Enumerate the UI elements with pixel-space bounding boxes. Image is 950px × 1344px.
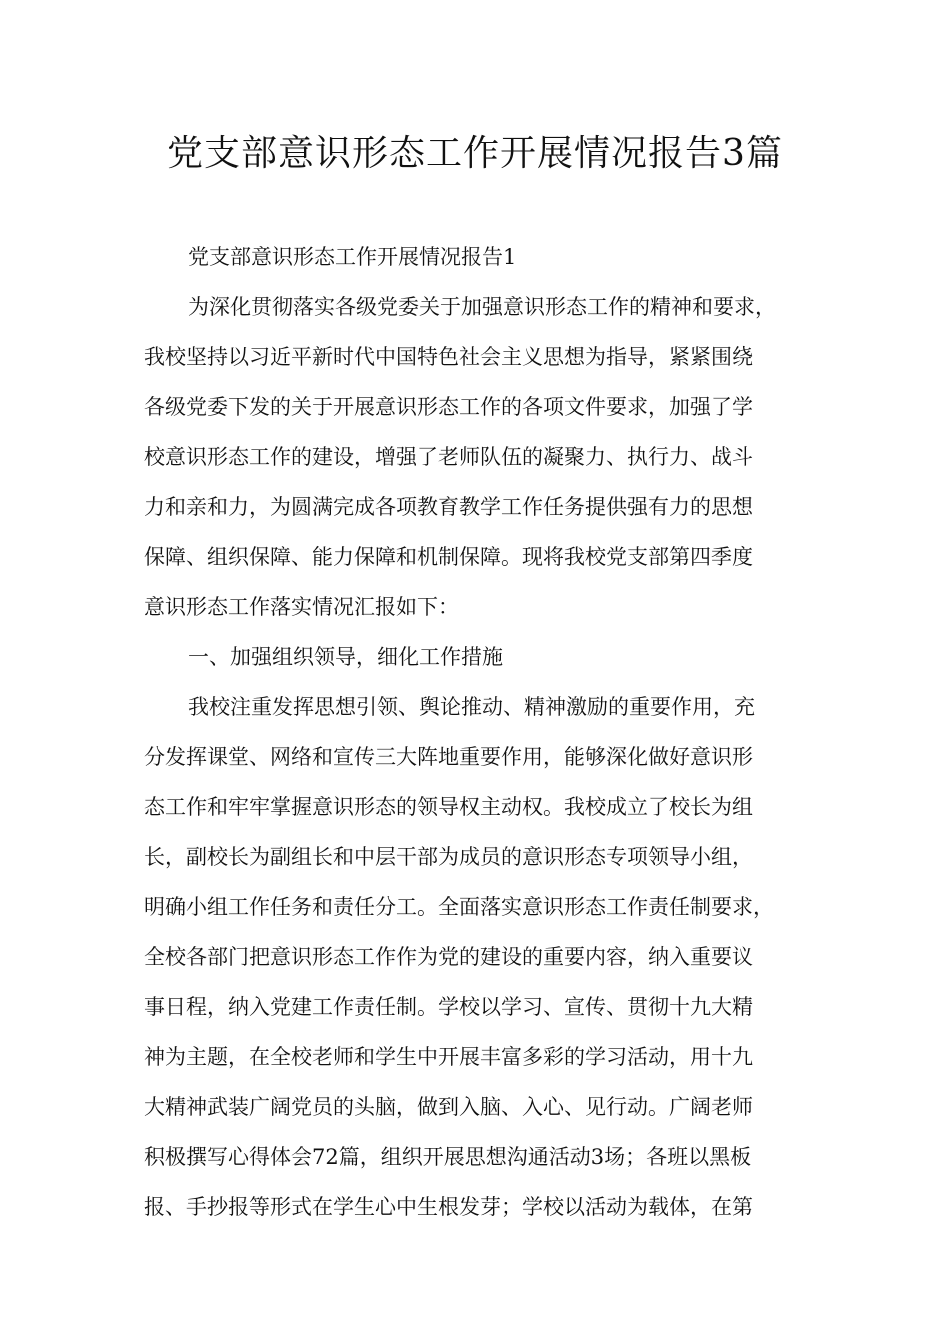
paragraph-line: 大精神武装广阔党员的头脑，做到入脑、入心、见行动。广阔老师 xyxy=(144,1095,753,1119)
paragraph-line: 我校注重发挥思想引领、舆论推动、精神激励的重要作用，充 xyxy=(188,695,755,719)
document-body xyxy=(144,232,808,1232)
paragraph-line: 积极撰写心得体会72篇，组织开展思想沟通活动3场；各班以黑板 xyxy=(144,1145,752,1169)
paragraph-line: 态工作和牢牢掌握意识形态的领导权主动权。我校成立了校长为组 xyxy=(144,795,753,819)
paragraph-line: 为深化贯彻落实各级党委关于加强意识形态工作的精神和要求， xyxy=(188,295,776,319)
paragraph-line: 神为主题，在全校老师和学生中开展丰富多彩的学习活动，用十九 xyxy=(144,1045,753,1069)
paragraph-line: 意识形态工作落实情况汇报如下： xyxy=(144,595,459,619)
document-title: 党支部意识形态工作开展情况报告3篇 xyxy=(167,133,783,174)
paragraph-line: 保障、组织保障、能力保障和机制保障。现将我校党支部第四季度 xyxy=(144,545,753,569)
section-heading: 党支部意识形态工作开展情况报告1 xyxy=(188,245,517,269)
paragraph-line: 明确小组工作任务和责任分工。全面落实意识形态工作责任制要求， xyxy=(144,895,774,919)
paragraph-line: 分发挥课堂、网络和宣传三大阵地重要作用，能够深化做好意识形 xyxy=(144,745,753,769)
paragraph-line: 长，副校长为副组长和中层干部为成员的意识形态专项领导小组， xyxy=(144,845,753,869)
paragraph-line: 各级党委下发的关于开展意识形态工作的各项文件要求，加强了学 xyxy=(144,395,753,419)
subsection-heading: 一、加强组织领导，细化工作措施 xyxy=(188,645,503,669)
paragraph-line: 全校各部门把意识形态工作作为党的建设的重要内容，纳入重要议 xyxy=(144,945,753,969)
paragraph-line: 我校坚持以习近平新时代中国特色社会主义思想为指导，紧紧围绕 xyxy=(144,345,753,369)
paragraph-line: 报、手抄报等形式在学生心中生根发芽；学校以活动为载体，在第 xyxy=(144,1195,753,1219)
paragraph-line: 力和亲和力，为圆满完成各项教育教学工作任务提供强有力的思想 xyxy=(144,495,753,519)
paragraph-line: 事日程，纳入党建工作责任制。学校以学习、宣传、贯彻十九大精 xyxy=(144,995,753,1019)
paragraph-line: 校意识形态工作的建设，增强了老师队伍的凝聚力、执行力、战斗 xyxy=(144,445,753,469)
